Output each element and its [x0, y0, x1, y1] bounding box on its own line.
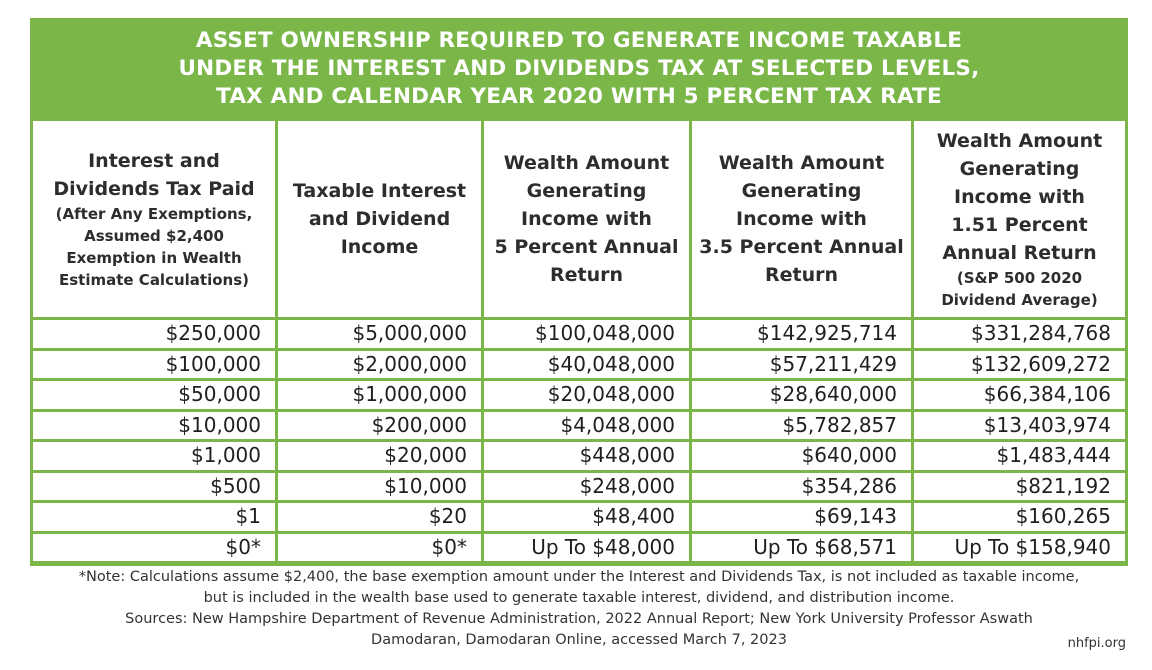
table-cell: $354,286 — [692, 473, 911, 501]
table-cell: $4,048,000 — [484, 412, 689, 440]
header-line: Generating — [959, 158, 1080, 180]
header-line: and Dividend — [308, 208, 451, 230]
table-cell: $821,192 — [914, 473, 1125, 501]
header-line: Income with — [954, 186, 1085, 208]
table-row — [33, 320, 1125, 348]
header-subline: Estimate Calculations) — [59, 271, 249, 289]
table-cell: $640,000 — [692, 442, 911, 470]
table-cell: $50,000 — [33, 381, 275, 409]
table-cell: $48,400 — [484, 503, 689, 531]
table-cell: $1,000 — [33, 442, 275, 470]
title-line: UNDER THE INTEREST AND DIVIDENDS TAX AT SELECTED LEVELS, — [178, 56, 980, 81]
table-title — [30, 20, 1128, 118]
table-cell: Up To $68,571 — [692, 534, 911, 562]
table-cell: $5,782,857 — [692, 412, 911, 440]
table-cell: $331,284,768 — [914, 320, 1125, 348]
title-line: TAX AND CALENDAR YEAR 2020 WITH 5 PERCENT TAX RATE — [216, 84, 942, 109]
header-line: Generating — [741, 180, 862, 202]
source-credit: nhfpi.org — [1067, 636, 1126, 651]
header-line: Income with — [736, 208, 867, 230]
table-cell: $10,000 — [278, 473, 481, 501]
column-header — [33, 121, 275, 317]
table-cell: Up To $158,940 — [914, 534, 1125, 562]
footnote-line: but is included in the wealth base used to generate taxable interest, dividend, and distribution income. — [203, 590, 955, 606]
table-row — [33, 534, 1125, 562]
header-line: 3.5 Percent Annual — [699, 236, 904, 258]
table-cell: $1,000,000 — [278, 381, 481, 409]
header-line: 1.51 Percent — [951, 214, 1088, 236]
header-subline: (S&P 500 2020 — [956, 269, 1083, 287]
table-cell: $448,000 — [484, 442, 689, 470]
header-line: Income — [340, 236, 419, 258]
table-cell: Up To $48,000 — [484, 534, 689, 562]
header-line: Generating — [526, 180, 647, 202]
table-row — [33, 473, 1125, 501]
header-line: Return — [764, 264, 839, 286]
table-cell: $28,640,000 — [692, 381, 911, 409]
table-cell: $57,211,429 — [692, 351, 911, 379]
column-header — [484, 121, 689, 317]
table-row — [33, 351, 1125, 379]
table-cell: $142,925,714 — [692, 320, 911, 348]
table-cell: $13,403,974 — [914, 412, 1125, 440]
table-cell: $2,000,000 — [278, 351, 481, 379]
header-line: Income with — [521, 208, 652, 230]
header-line: 5 Percent Annual — [494, 236, 679, 258]
table-cell: $0* — [33, 534, 275, 562]
table-cell: $69,143 — [692, 503, 911, 531]
table-cell: $100,000 — [33, 351, 275, 379]
header-line: Taxable Interest — [292, 180, 467, 202]
table-cell: $160,265 — [914, 503, 1125, 531]
footnote-line: *Note: Calculations assume $2,400, the base exemption amount under the Interest and Dividends Tax, is not included as taxable income, — [78, 569, 1080, 585]
table-cell: $10,000 — [33, 412, 275, 440]
header-row — [33, 121, 1125, 317]
footnote-line: Damodaran, Damodaran Online, accessed March 7, 2023 — [371, 632, 787, 648]
header-line: Wealth Amount — [936, 130, 1103, 152]
column-header — [692, 121, 911, 317]
table-row — [33, 412, 1125, 440]
table-cell: $0* — [278, 534, 481, 562]
header-line: Annual Return — [942, 242, 1097, 264]
table-cell: $200,000 — [278, 412, 481, 440]
header-subline: Assumed $2,400 — [84, 227, 224, 245]
title-line: ASSET OWNERSHIP REQUIRED TO GENERATE INCOME TAXABLE — [195, 28, 963, 53]
footnote — [30, 567, 1128, 651]
table-cell: $5,000,000 — [278, 320, 481, 348]
table-cell: $20,000 — [278, 442, 481, 470]
table-row — [33, 381, 1125, 409]
table-cell: $20 — [278, 503, 481, 531]
header-line: Wealth Amount — [718, 152, 885, 174]
data-table — [30, 118, 1128, 564]
table-cell: $1 — [33, 503, 275, 531]
header-subline: Exemption in Wealth — [66, 249, 242, 267]
table-cell: $500 — [33, 473, 275, 501]
header-subline: (After Any Exemptions, — [55, 205, 253, 223]
table-cell: $100,048,000 — [484, 320, 689, 348]
header-line: Return — [549, 264, 624, 286]
footnote-line: Sources: New Hampshire Department of Revenue Administration, 2022 Annual Report; New York University Professor Aswath — [125, 611, 1033, 627]
table-cell: $20,048,000 — [484, 381, 689, 409]
table-cell: $132,609,272 — [914, 351, 1125, 379]
table-cell: $40,048,000 — [484, 351, 689, 379]
table-row — [33, 503, 1125, 531]
header-subline: Dividend Average) — [941, 291, 1098, 309]
header-line: Interest and — [88, 150, 220, 172]
table-cell: $66,384,106 — [914, 381, 1125, 409]
table-cell: $250,000 — [33, 320, 275, 348]
column-header — [914, 121, 1125, 317]
header-line: Wealth Amount — [503, 152, 670, 174]
header-line: Dividends Tax Paid — [53, 178, 255, 200]
table-cell: $248,000 — [484, 473, 689, 501]
table-cell: $1,483,444 — [914, 442, 1125, 470]
table-row — [33, 442, 1125, 470]
column-header — [278, 121, 481, 317]
